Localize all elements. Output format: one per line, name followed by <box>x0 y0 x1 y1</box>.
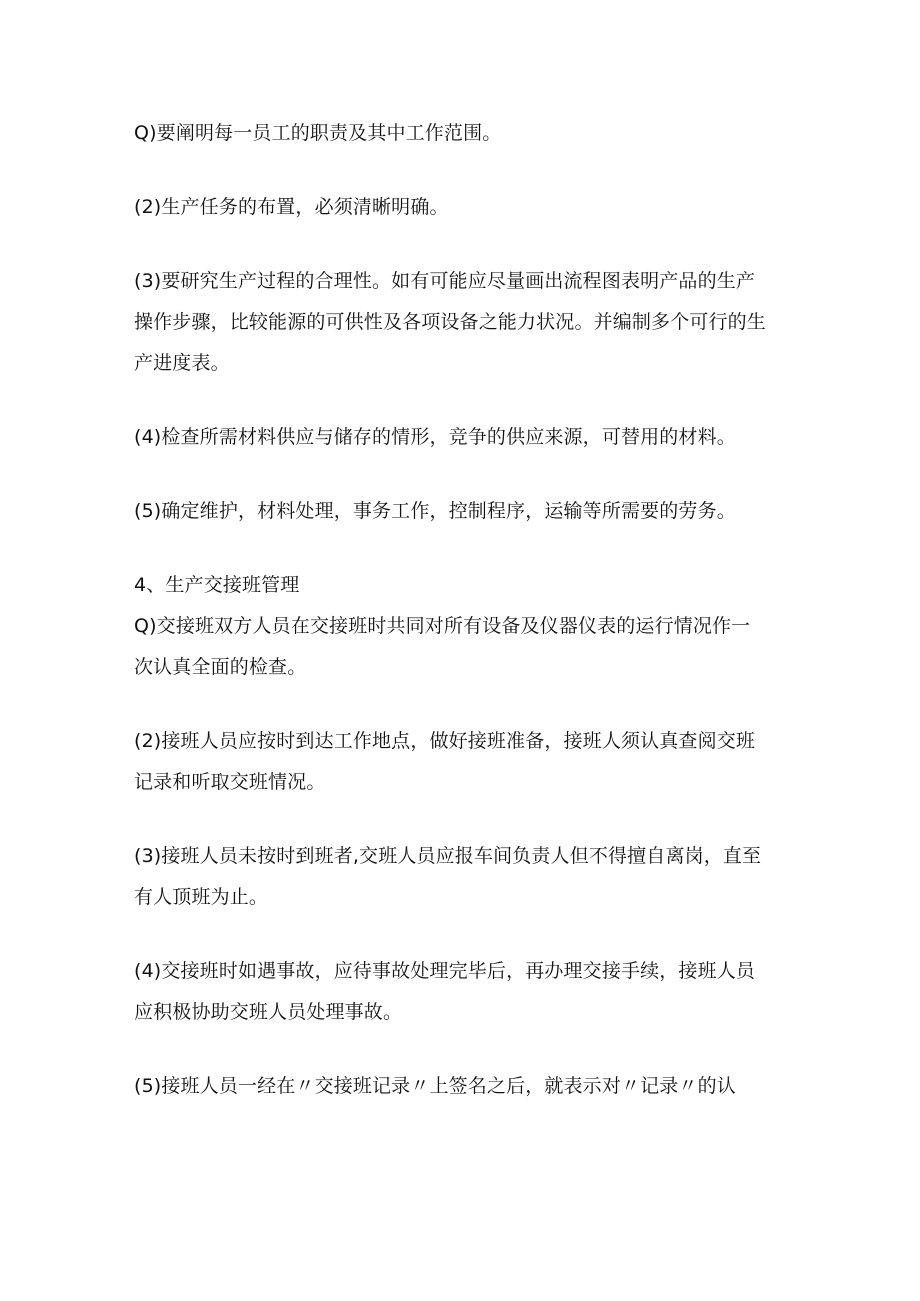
paragraph-line: Q)要阐明每一员工的职责及其中工作范围。 <box>134 122 502 144</box>
section-heading <box>134 565 792 606</box>
paragraph-line: 有人顶班为止。 <box>134 886 269 908</box>
paragraph-3 <box>134 261 792 384</box>
heading-line: 4、生产交接班管理 <box>134 574 300 596</box>
paragraph-2 <box>134 187 792 228</box>
paragraph-4 <box>134 417 792 458</box>
paragraph-line: 次认真全面的检查。 <box>134 656 307 678</box>
paragraph-9 <box>134 836 792 918</box>
paragraph-line: 操作步骤，比较能源的可供性及各项设备之能力状况。并编制多个可行的生 <box>134 311 766 333</box>
paragraph-line: (5)确定维护，材料处理，事务工作，控制程序，运输等所需要的劳务。 <box>134 500 736 522</box>
paragraph-line: (4)交接班时如遇事故，应待事故处理完毕后，再办理交接手续，接班人员 <box>134 960 756 982</box>
paragraph-line: (3)接班人员未按时到班者,交班人员应报车间负责人但不得擅自离岗，直至 <box>134 845 762 867</box>
paragraph-8 <box>134 721 792 803</box>
paragraph-line: (3)要研究生产过程的合理性。如有可能应尽量画出流程图表明产品的生产 <box>134 270 756 292</box>
paragraph-1 <box>134 113 792 154</box>
paragraph-line: 记录和听取交班情况。 <box>134 771 326 793</box>
paragraph-line: 产进度表。 <box>134 352 230 374</box>
paragraph-line: Q)交接班双方人员在交接班时共同对所有设备及仪器仪表的运行情况作一 <box>134 615 751 637</box>
paragraph-11 <box>134 1066 792 1107</box>
paragraph-line: (2)生产任务的布置，必须清晰明确。 <box>134 196 449 218</box>
paragraph-line: (4)检查所需材料供应与储存的情形，竞争的供应来源，可替用的材料。 <box>134 426 736 448</box>
paragraph-line: (2)接班人员应按时到达工作地点，做好接班准备，接班人须认真查阅交班 <box>134 730 756 752</box>
paragraph-10 <box>134 951 792 1033</box>
paragraph-5 <box>134 491 792 532</box>
paragraph-line: (5)接班人员一经在〃交接班记录〃上签名之后，就表示对〃记录〃的认 <box>134 1075 736 1097</box>
paragraph-line: 应积极协助交班人员处理事故。 <box>134 1001 403 1023</box>
paragraph-7 <box>134 606 792 688</box>
